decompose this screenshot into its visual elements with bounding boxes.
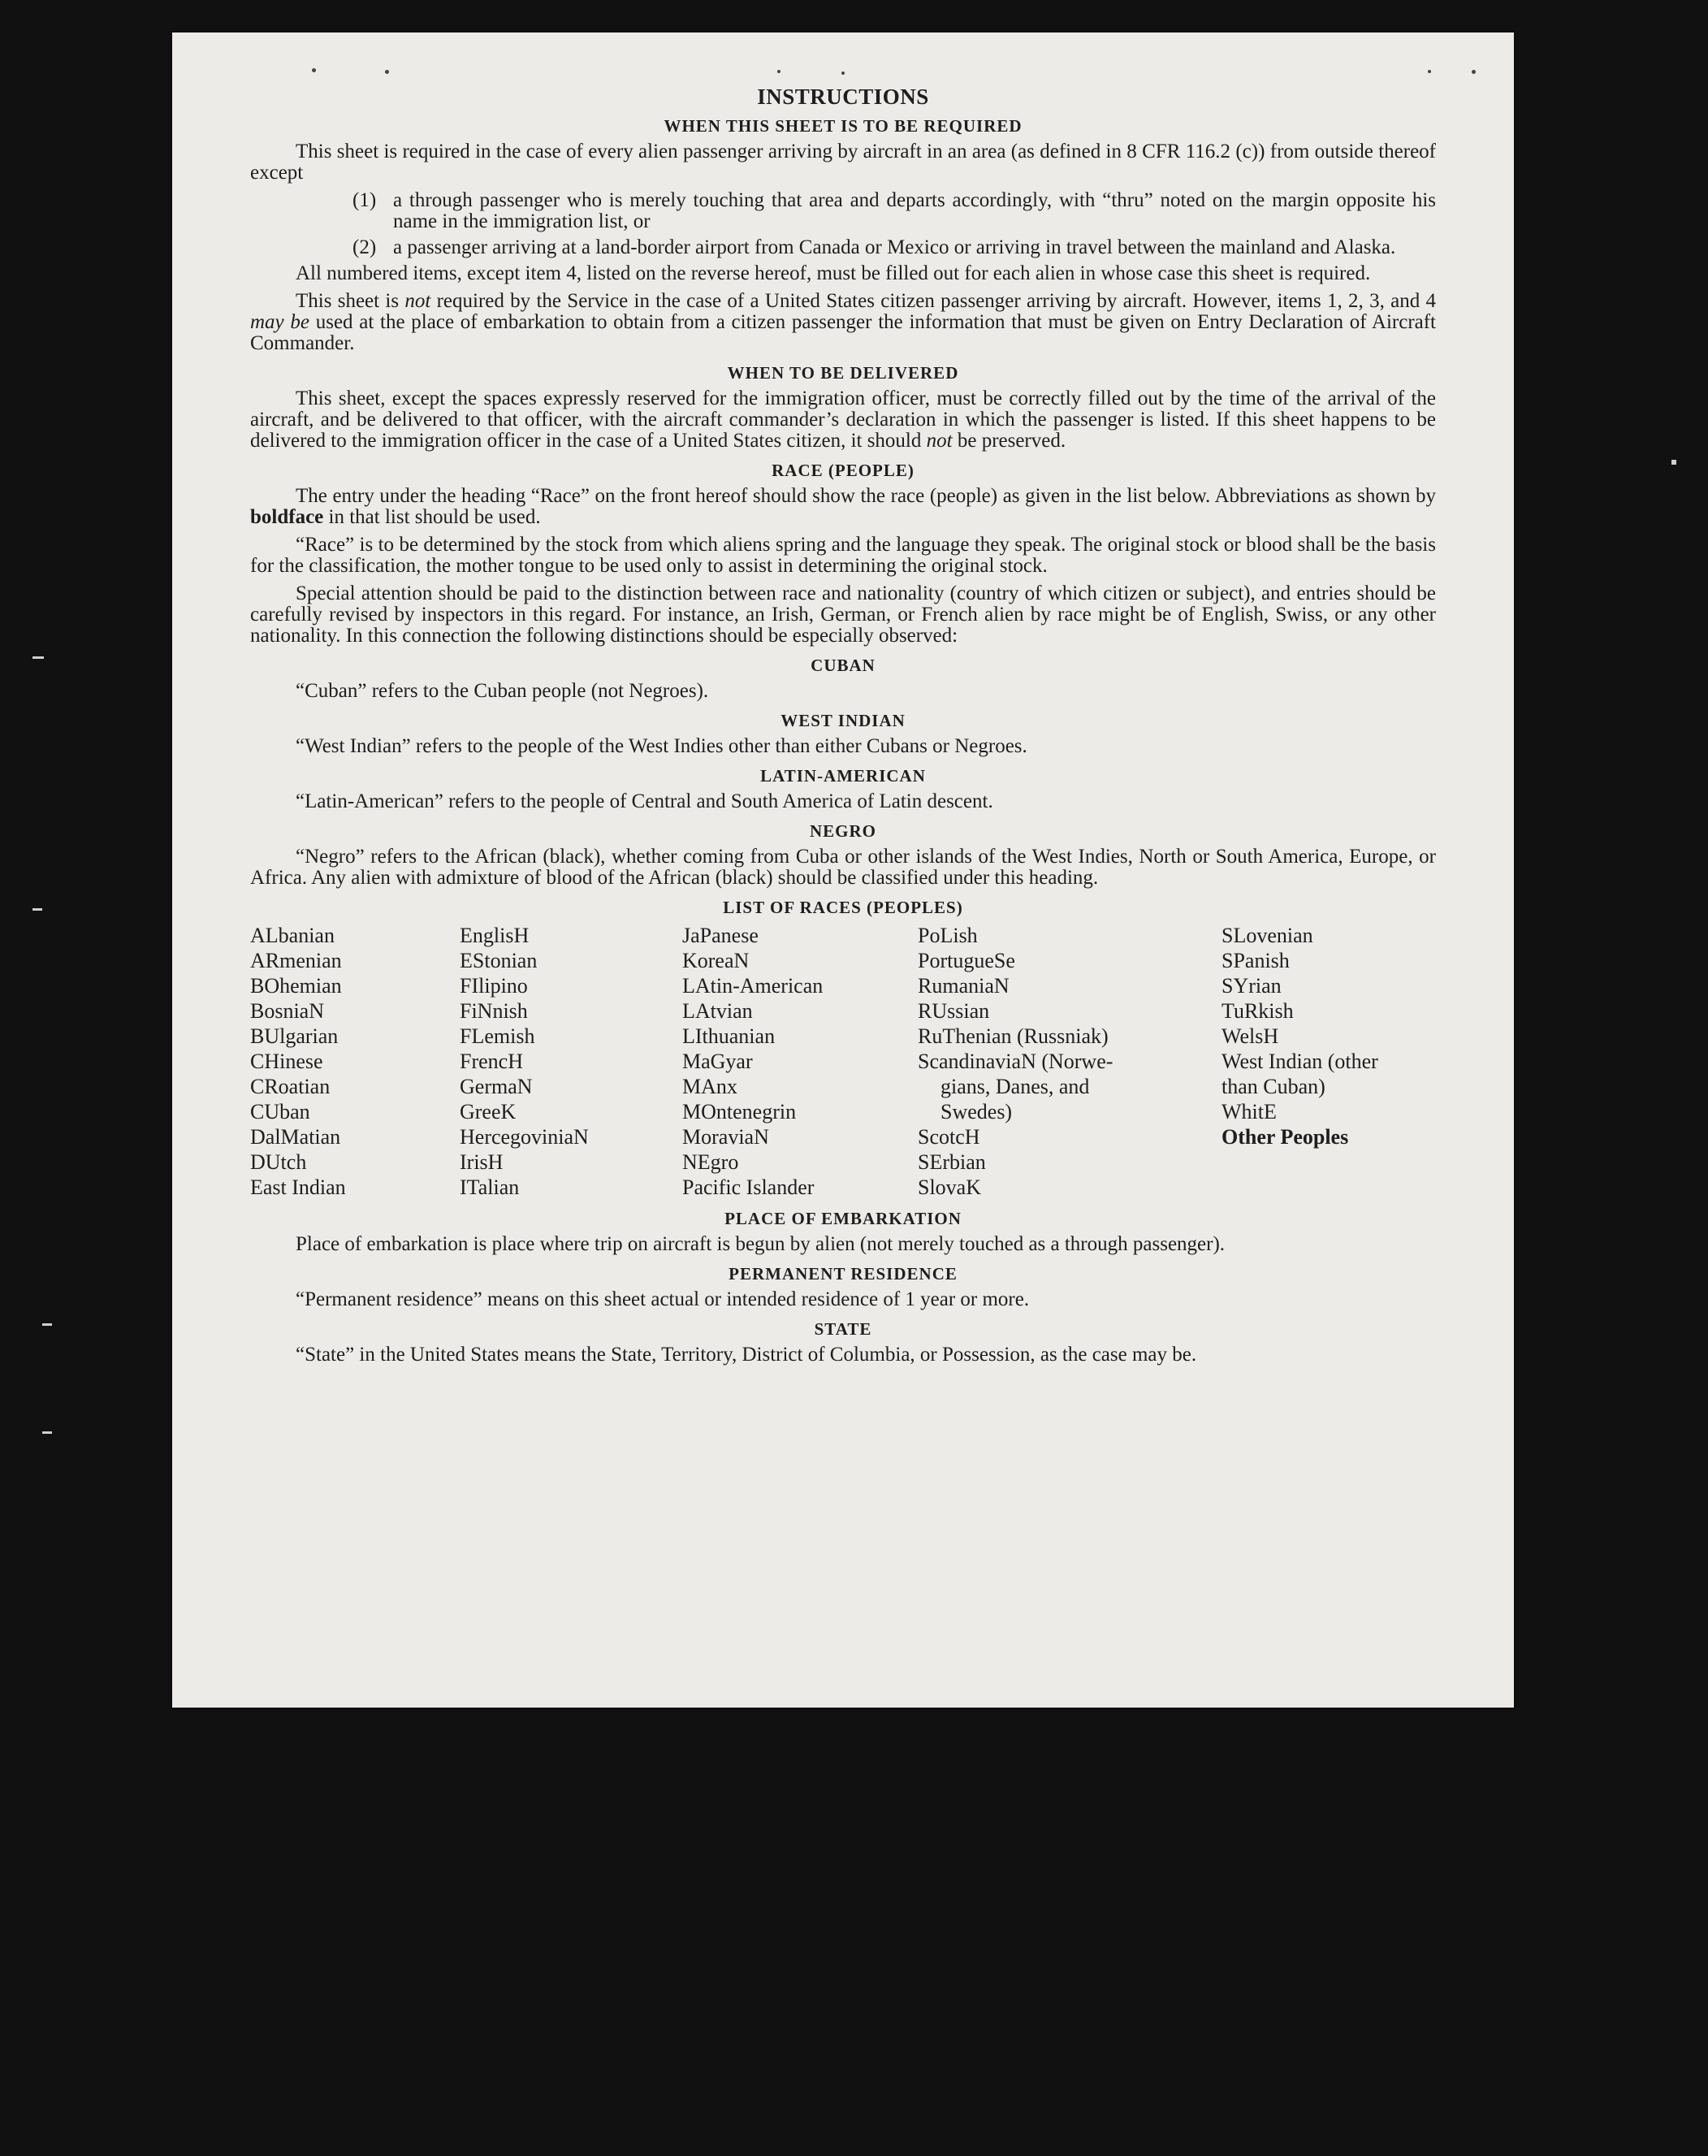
race-entry: JaPanese [682,924,759,947]
section-heading-when-required: WHEN THIS SHEET IS TO BE REQUIRED [664,116,1023,136]
page-title: INSTRUCTIONS [757,84,929,109]
race-entry: ITalian [460,1175,520,1199]
race-entry: SYrian [1222,974,1282,998]
race-entry: EnglisH [460,924,530,947]
race-entry: DUtch [250,1150,307,1174]
text-run: This sheet, except the spaces expressly reserved for the immigration officer, must be correctly filled out by the time of the arrival of the aircraft, and be delivered to that officer, with the aircraft commander’s declaration in which the passenger is listed. If this sheet happens to be delivered to the immigration officer in the case of a United States citizen, it should [250,387,1436,452]
race-entry: East Indian [250,1175,346,1199]
race-entry: EStonian [460,949,538,972]
race-entry: WhitE [1222,1100,1277,1123]
races-column-1 [250,923,460,1200]
emphasis-text: not [404,290,431,312]
paragraph-delivery [250,388,1436,452]
section-heading-state: STATE [814,1319,872,1339]
section-heading-when-delivered: WHEN TO BE DELIVERED [727,363,959,383]
text-run: This sheet is [296,290,405,312]
races-list [250,923,1436,1200]
race-entry: BOhemian [250,974,342,998]
race-entry-continued: gians, Danes, and [940,1075,1090,1098]
print-speck [1472,70,1476,74]
race-entry: LAtin-American [682,974,824,998]
scan-mark [42,1431,52,1434]
race-entry: PoLish [918,924,978,947]
race-entry: MOntenegrin [682,1100,797,1123]
race-entry: GreeK [460,1100,517,1123]
race-entry-continued: than Cuban) [1222,1075,1325,1098]
race-entry: Pacific Islander [682,1175,815,1199]
paragraph-race-entry [250,486,1436,528]
paragraph-embarkation: Place of embarkation is place where trip on aircraft is begun by alien (not merely touched as a through passenger). [296,1233,1226,1255]
race-entry: CRoatian [250,1075,331,1098]
scan-mark [42,1323,52,1326]
race-entry: TuRkish [1222,999,1294,1023]
races-column-3 [682,923,918,1200]
race-entry: FiNnish [460,999,528,1023]
text-run: be preserved. [952,430,1066,452]
emphasis-text: may be [250,311,309,333]
paragraph-permanent-residence: “Permanent residence” means on this sheet actual or intended residence of 1 year or more. [296,1288,1030,1310]
race-entry: ScandinaviaN (Norwe- [918,1050,1113,1073]
print-speck [312,68,316,72]
race-entry: ARmenian [250,949,342,972]
document-page [172,32,1514,1708]
paragraph-numbered-items: All numbered items, except item 4, listed on the reverse hereof, must be filled out for each alien in whose case this sheet is required. [296,262,1371,284]
race-entry: CUban [250,1100,310,1123]
race-entry: ScotcH [918,1125,980,1149]
scan-mark [32,908,42,911]
scan-mark [1671,460,1676,465]
race-entry: BUlgarian [250,1024,339,1048]
print-speck [841,71,845,75]
race-entry: Other Peoples [1222,1125,1349,1149]
paragraph-latin-american: “Latin-American” refers to the people of Central and South America of Latin descent. [296,790,993,812]
section-heading-race: RACE (PEOPLE) [772,461,915,480]
race-entry: RuThenian (Russniak) [918,1024,1109,1048]
text-run: required by the Service in the case of a United States citizen passenger arriving by aircraft. However, items 1, 2, 3, and 4 [430,290,1436,312]
races-column-2 [460,923,682,1200]
race-entry: RumaniaN [918,974,1010,998]
scan-mark [32,656,44,659]
race-entry: SErbian [918,1150,986,1174]
race-entry: RUssian [918,999,990,1023]
race-entry: MoraviaN [682,1125,769,1149]
paragraph-west-indian: “West Indian” refers to the people of the West Indies other than either Cubans or Negroes. [296,735,1027,757]
section-heading-embarkation: PLACE OF EMBARKATION [724,1209,962,1228]
race-entry: PortugueSe [918,949,1015,972]
race-entry: SlovaK [918,1175,981,1199]
exception-item-1 [250,190,1436,232]
print-speck [777,70,780,73]
race-entry: FIlipino [460,974,528,998]
paragraph-race-determination: “Race” is to be determined by the stock from which aliens spring and the language they speak. The original stock or blood shall be the basis for the classification, the mother tongue to be used only to assist in determining the original stock. [250,534,1436,577]
race-entry: DalMatian [250,1125,341,1149]
section-heading-cuban: CUBAN [811,656,876,675]
text-run: used at the place of embarkation to obtain from a citizen passenger the information that must be given on Entry Declaration of Aircraft Commander. [250,311,1437,354]
race-entry: West Indian (other [1222,1050,1378,1073]
section-heading-permanent-residence: PERMANENT RESIDENCE [729,1264,958,1284]
race-entry: FLemish [460,1024,535,1048]
text-run: in that list should be used. [323,506,541,528]
print-speck [385,70,389,74]
race-entry: NEgro [682,1150,739,1174]
race-entry: IrisH [460,1150,504,1174]
race-entry: FrencH [460,1050,523,1073]
race-entry: KoreaN [682,949,750,972]
race-entry: SPanish [1222,949,1290,972]
paragraph-negro: “Negro” refers to the African (black), whether coming from Cuba or other islands of the West Indies, North or South America, Europe, or Africa. Any alien with admixture of blood of the African (black) should be classified under this heading. [250,846,1436,889]
instructions-text [250,86,1436,1372]
races-column-4 [918,923,1222,1200]
race-entry: ALbanian [250,924,335,947]
race-entry: HercegoviniaN [460,1125,589,1149]
paragraph-required-intro: This sheet is required in the case of every alien passenger arriving by aircraft in an area (as defined in 8 CFR 116.2 (c)) from outside thereof except [250,141,1436,184]
race-entry: MAnx [682,1075,737,1098]
section-heading-latin-american: LATIN-AMERICAN [760,766,926,786]
races-column-5 [1222,923,1436,1200]
race-entry: GermaN [460,1075,533,1098]
paragraph-race-nationality: Special attention should be paid to the distinction between race and nationality (country of which citizen or subject), and entries should be carefully revised by inspectors in this regard. For instance, an Irish, German, or French alien by race might be of English, Swiss, or any other nationality. In this connection the following distinctions should be especially observed: [250,582,1436,647]
exception-item-2 [250,237,1436,258]
emphasis-text: not [926,430,953,452]
race-entry: SLovenian [1222,924,1313,947]
paragraph-citizen-not-required [250,291,1436,354]
race-entry: LIthuanian [682,1024,776,1048]
paragraph-state: “State” in the United States means the State, Territory, District of Columbia, or Possession, as the case may be. [296,1344,1197,1366]
section-heading-list-of-races: LIST OF RACES (PEOPLES) [723,898,963,917]
item-text: a passenger arriving at a land-border airport from Canada or Mexico or arriving in travel between the mainland and Alaska. [393,236,1396,258]
race-entry: WelsH [1222,1024,1279,1048]
race-entry-continued: Swedes) [940,1100,1013,1123]
race-entry: LAtvian [682,999,753,1023]
item-number: (1) [352,189,377,211]
race-entry: CHinese [250,1050,323,1073]
text-run: The entry under the heading “Race” on the front hereof should show the race (people) as given in the list below. Abbreviations as shown by [296,485,1436,507]
section-heading-negro: NEGRO [809,821,876,841]
race-entry: MaGyar [682,1050,753,1073]
item-number: (2) [352,236,377,258]
race-entry: BosniaN [250,999,324,1023]
paragraph-cuban: “Cuban” refers to the Cuban people (not Negroes). [296,680,709,702]
print-speck [1428,70,1431,73]
bold-text: boldface [250,506,324,528]
section-heading-west-indian: WEST INDIAN [780,711,906,730]
item-text: a through passenger who is merely touching that area and departs accordingly, with “thru” noted on the margin opposite his name in the immigration list, or [393,189,1436,232]
